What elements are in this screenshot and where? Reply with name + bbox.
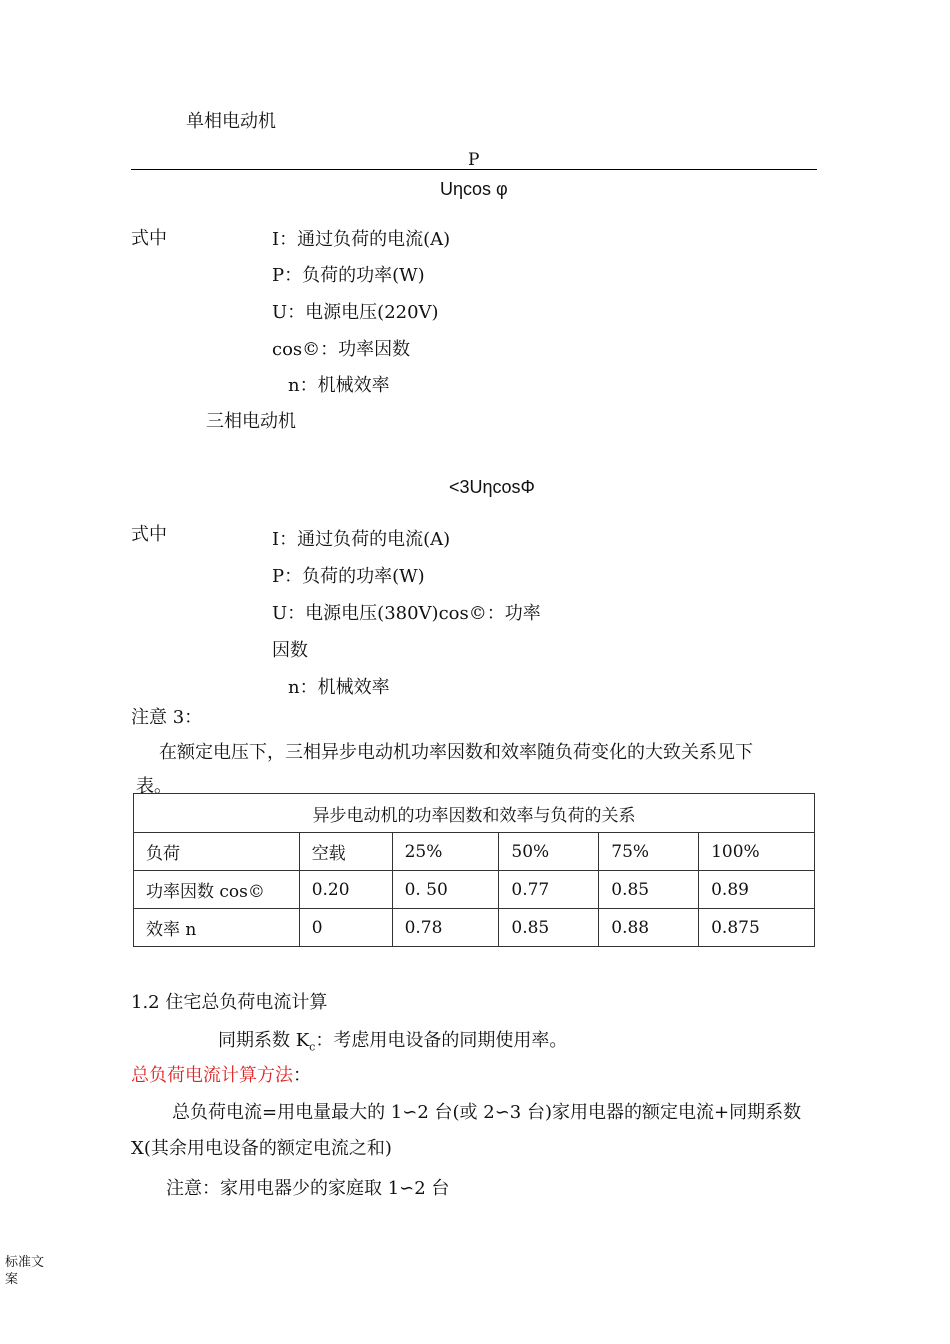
table-cell: 100% [699,833,815,871]
def-voltage: U：电源电压(220V) [272,302,439,323]
motor-relation-table [133,793,815,947]
def-voltage-2: U：电源电压(380V)cos©：功率 [272,603,541,624]
method-title-line [131,1061,311,1087]
coefficient-subscript: c [309,1040,316,1054]
method-title: 总负荷电流计算方法 [131,1065,293,1086]
coefficient-line [218,1026,567,1054]
single-phase-title: 单相电动机 [186,111,276,132]
table-row [134,909,815,947]
table-cell: 0.77 [499,871,599,909]
def-power: P：负荷的功率(W) [272,265,425,286]
table-cell: 25% [392,833,499,871]
table-cell: 0.88 [599,909,699,947]
section-heading: 1.2 住宅总负荷电流计算 [131,992,328,1013]
coefficient-text: 同期系数 K [218,1030,310,1051]
table-cell: 0.20 [299,871,392,909]
table-caption: 异步电动机的功率因数和效率与负荷的关系 [134,794,815,833]
coefficient-desc: ：考虑用电设备的同期使用率。 [315,1030,568,1051]
def-power-factor-2: 因数 [272,640,308,661]
note3-paragraph-line1: 在额定电压下，三相异步电动机功率因数和效率随负荷变化的大致关系见下 [159,742,753,763]
table-cell: 效率 n [134,909,300,947]
table-cell: 负荷 [134,833,300,871]
def-efficiency-2: n：机械效率 [288,677,390,698]
table-cell: 0.89 [699,871,815,909]
table-cell: 0.85 [499,909,599,947]
def-efficiency: n：机械效率 [288,375,390,396]
def-power-factor: cos©：功率因数 [272,339,411,360]
three-phase-title: 三相电动机 [206,411,296,432]
def-power-2: P：负荷的功率(W) [272,566,425,587]
table-cell: 0. 50 [392,871,499,909]
table-cell: 0 [299,909,392,947]
method-title-colon: ： [293,1065,311,1086]
three-phase-formula: <3UηcosΦ [449,477,535,497]
table-cell: 0.85 [599,871,699,909]
fraction-line [131,169,817,170]
formula-numerator: P [468,150,480,170]
method-formula-line2: X(其余用电设备的额定电流之和) [131,1138,392,1159]
table-cell: 50% [499,833,599,871]
table-row [134,833,815,871]
formula-denominator: Uηcos φ [440,179,508,199]
shizhong-label-2: 式中 [131,524,167,545]
table-cell: 0.875 [699,909,815,947]
table-cell: 功率因数 cos© [134,871,300,909]
method-formula-line1: 总负荷电流=用电量最大的 1∽2 台(或 2∽3 台)家用电器的额定电流+同期系数 [172,1102,802,1123]
section-note: 注意：家用电器少的家庭取 1∽2 台 [166,1178,450,1199]
table-caption-row [134,794,815,833]
table-cell: 空载 [299,833,392,871]
note3-title: 注意 3： [131,707,203,728]
footer-label: 标准文案 [5,1255,45,1287]
table-cell: 75% [599,833,699,871]
note3-paragraph-line2: 表。 [136,776,172,797]
def-current: I：通过负荷的电流(A) [272,229,451,250]
table-row [134,871,815,909]
shizhong-label: 式中 [131,228,167,249]
table-cell: 0.78 [392,909,499,947]
def-current-2: I：通过负荷的电流(A) [272,529,451,550]
